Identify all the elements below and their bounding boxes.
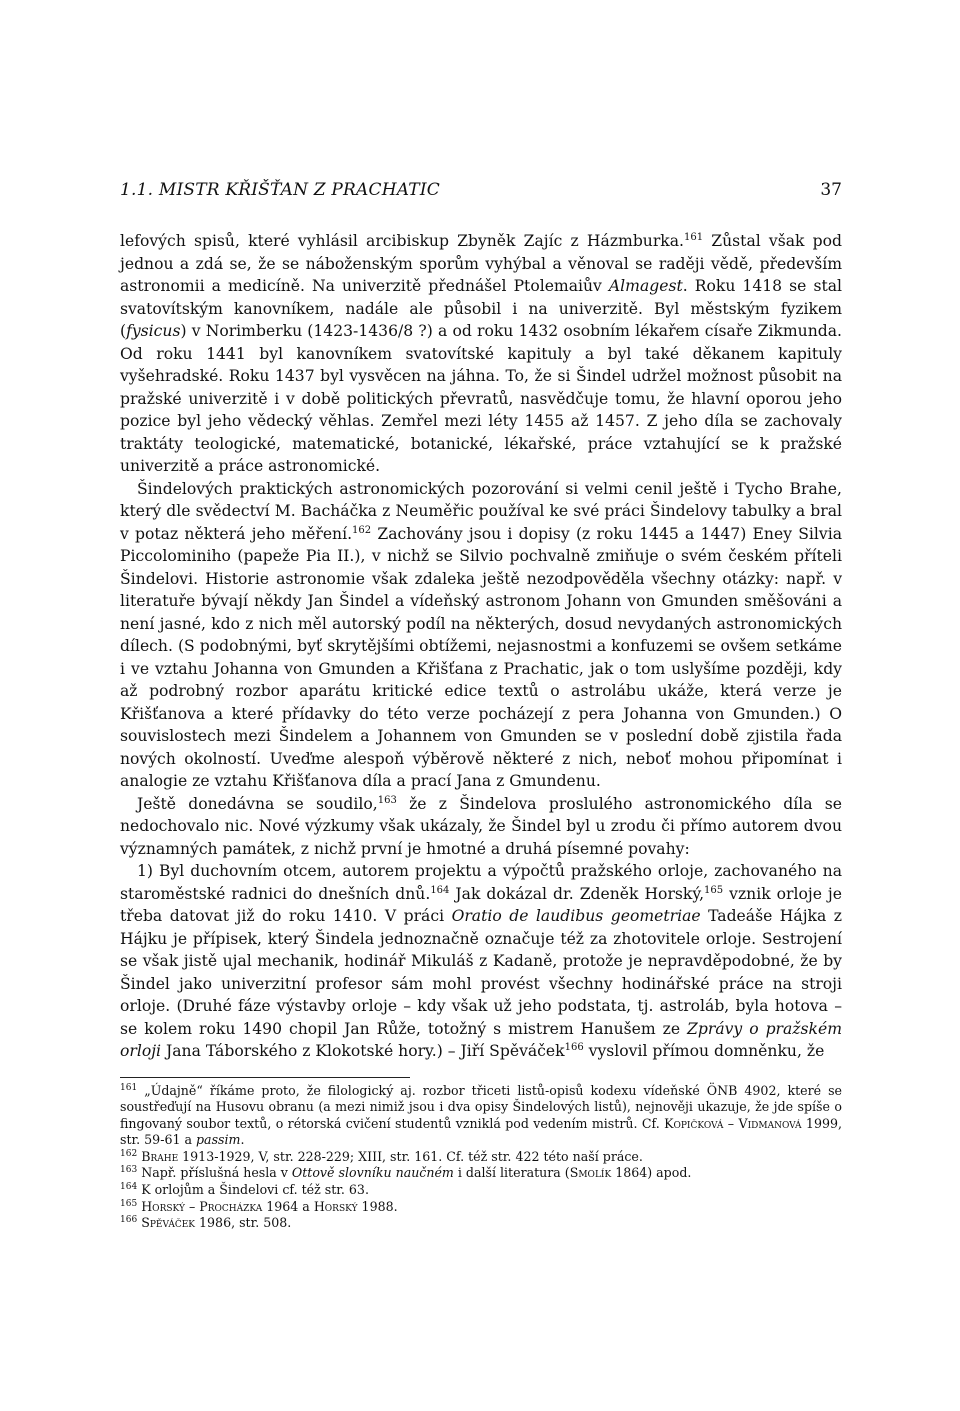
footnote <box>120 1199 842 1216</box>
paragraph <box>120 478 842 793</box>
paragraph <box>120 793 842 861</box>
author-name: Brahe <box>141 1148 179 1164</box>
author-name: Procházka <box>199 1198 263 1214</box>
text-run: ) v Norimberku (1423-1436/8 ?) a od roku 1432 osobním lékařem císaře Zikmunda. Od roku 1441 byl kanovníkem svatovítské kapituly a byl také děkanem kapituly vyšehradské. Roku 1437 byl vysvěcen na jáhna. To, že si Šindel udržel možnost působit na pražské univerzitě i v době politických převratů, nasvědčuje tomu, že hlavní oporou jeho pozice byl jeho vědecký věhlas. Zemřel mezi léty 1455 až 1457. Z jeho díla se zachovaly traktáty teologické, matematické, botanické, lékařské, práce vztahující se k pražské univerzitě a práce astronomické. <box>120 322 842 475</box>
author-name: Spěváček <box>141 1215 196 1231</box>
footnotes <box>120 1083 842 1232</box>
author-name: Kopičková <box>664 1115 724 1131</box>
text-run: Tadeáše Hájka z Hájku je přípisek, který Šindela jednoznačně označuje též za zhotovitele orloje. Sestrojení se však jistě ujal mechanik, hodinář Mikuláš z Kadaně, protože je nepravděpodobné, že by Šindel jako univerzitní profesor sám mohl provést všechny hodinářské práce na stroji orloje. (Druhé fáze výstavby orloje – kdy však už jeho podstata, tj. astroláb, byla hotova – se kolem roku 1490 chopil Jan Růže, totožný s mistrem Hanušem ze <box>120 907 842 1038</box>
italic-text: Ottově slovníku naučném <box>291 1165 454 1181</box>
footnote <box>120 1149 842 1166</box>
text-run: Jak dokázal dr. Zdeněk Horský, <box>449 884 705 903</box>
text-run: – <box>184 1198 200 1214</box>
footnote-ref: 163 <box>377 794 397 806</box>
text-run: Šindelových praktických astronomických pozorování si velmi cenil ještě i Tycho Brahe, který dle svědectví M. Bacháčka z Neuměřic používal ke své práci Šindelovy tabulky a bral v potaz některá jeho měření. <box>120 479 842 543</box>
italic-text: Zprávy o pražském orloji <box>120 1019 842 1060</box>
text-run: 1964 a <box>262 1198 314 1214</box>
text-run: . <box>240 1132 245 1148</box>
page <box>120 180 842 1232</box>
footnote-ref: 165 <box>704 884 724 896</box>
text-run: – <box>723 1115 739 1131</box>
text-run: Např. příslušná hesla v <box>137 1165 292 1181</box>
author-name: Smolík <box>569 1165 612 1181</box>
text-run: vyslovil přímou domněnku, že <box>583 1042 825 1060</box>
footnote-ref: 164 <box>430 884 450 896</box>
paragraph <box>120 860 842 1063</box>
footnote-number-ref: 164 <box>120 1181 138 1192</box>
text-run: 1988. <box>357 1198 398 1214</box>
page-number: 37 <box>820 180 842 200</box>
text-run: Jana Táborského z Klokotské hory.) – Jiří Spěváček <box>161 1042 565 1060</box>
body-text <box>120 230 842 1063</box>
italic-text: passim <box>196 1132 241 1148</box>
italic-text: Oratio de laudibus geometriae <box>451 907 701 925</box>
italic-text: Almagest <box>608 277 683 295</box>
author-name: Horský <box>313 1198 358 1214</box>
footnote <box>120 1083 842 1149</box>
running-header <box>120 180 842 210</box>
text-run: 1986, str. 508. <box>195 1215 292 1231</box>
text-run: „Údajně“ říkáme proto, že filologický aj. rozbor třiceti listů-opisů kodexu vídeňské ÖNB 4902, které se soustřeďují na Husovu obranu (a mezi nimiž jsou i dva opisy Šindelových listů), nejnověji ukazuje, že jde spíše o fingovaný soubor textů, o rétorská cvičení studentů vzniklá pod vedením mistrů. Cf. <box>120 1082 842 1131</box>
text-run: Ještě donedávna se soudilo, <box>137 794 378 813</box>
footnote <box>120 1215 842 1232</box>
footnote-number-ref: 162 <box>120 1148 138 1159</box>
text-run: 1) Byl duchovním otcem, autorem projektu a výpočtů pražského orloje, zachovaného na staroměstské radnici do dnešních dnů. <box>120 862 842 903</box>
footnote-ref: 162 <box>352 524 372 536</box>
text-run: 1864) apod. <box>611 1165 692 1181</box>
footnote-number-ref: 161 <box>120 1082 138 1093</box>
footnote-number-ref: 165 <box>120 1198 138 1209</box>
footnote-number-ref: 163 <box>120 1165 138 1176</box>
paragraph <box>120 230 842 478</box>
text-run: K orlojům a Šindelovi cf. též str. 63. <box>137 1182 369 1198</box>
text-run: že z Šindelova proslulého astronomického díla se nedochovalo nic. Nové výzkumy však ukázaly, že Šindel byl u zrodu či přímo autorem dvou významných památek, z nichž první je hmotné a druhá písemné povahy: <box>120 794 842 858</box>
footnote <box>120 1182 842 1199</box>
footnote <box>120 1165 842 1182</box>
text-run: lefových spisů, které vyhlásil arcibiskup Zbyněk Zajíc z Házmburka. <box>120 232 685 250</box>
text-run: 1913-1929, V, str. 228-229; XIII, str. 161. Cf. též str. 422 této naší práce. <box>178 1148 643 1164</box>
text-run: . Roku 1418 se stal svatovítským kanovníkem, nadále ale působil i na univerzitě. Byl městským fyzikem ( <box>120 277 843 340</box>
author-name: Horský <box>141 1198 185 1214</box>
author-name: Vidmanová <box>738 1115 802 1131</box>
text-run: Zachovány jsou i dopisy (z roku 1445 a 1447) Eney Silvia Piccolominiho (papeže Pia II.), v nichž se Silvio pochvalně zmiňuje o svém českém příteli Šindelovi. Historie astronomie však zdaleka ještě nezodpověděla všechny otázky: např. v literatuře bývají někdy Jan Šindel a vídeňský astronom Johann von Gmunden směšováni a není jasné, kdo z nich měl autorský podíl na některých, dosud nevydaných astronomických dílech. (S podobnými, byť skrytějšími obtížemi, nejasnostmi a konfuzemi se ovšem setkáme i ve vztahu Johanna von Gmunden a Křišťana z Prachatic, jak o tom uslyšíme později, kdy až podrobný rozbor aparátu kritické edice textů o astrolábu ukáže, která verze je Křišťanova a které přídavky do této verze pocházejí z pera Johanna von Gmunden.) O souvislostech mezi Šindelem a Johannem von Gmunden se v poslední době zjistila řada nových okolností. Uveďme alespoň výběrově některé z nich, neboť mohou připomínat i analogie ze vztahu Křišťanova díla a prací Jana z Gmundenu. <box>120 524 842 790</box>
footnote-ref: 166 <box>564 1041 584 1053</box>
text-run: 1999, str. 59-61 a <box>120 1115 842 1148</box>
section-title: 1.1. MISTR KŘIŠŤAN Z PRACHATIC <box>120 180 440 200</box>
text-run: vznik orloje je třeba datovat již do roku 1410. V práci <box>120 884 842 925</box>
text-run: i další literatura ( <box>453 1165 570 1181</box>
italic-text: fysicus <box>126 322 181 340</box>
footnote-number-ref: 166 <box>120 1215 138 1226</box>
footnote-ref: 161 <box>684 231 704 243</box>
text-run: Zůstal však pod jednou a zdá se, že se náboženským sporům vyhýbal a věnoval se raději vědě, především astronomii a medicíně. Na univerzitě přednášel Ptolemaiův <box>120 232 842 295</box>
